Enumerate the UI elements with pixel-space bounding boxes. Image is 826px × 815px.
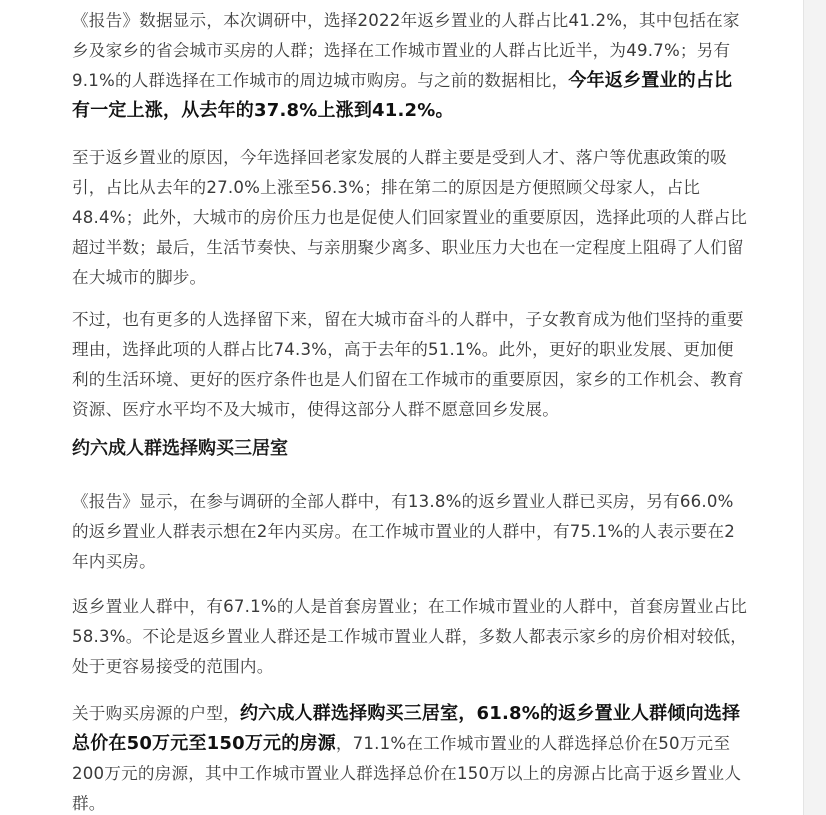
paragraph-stay-reasons: 不过，也有更多的人选择留下来，留在大城市奋斗的人群中，子女教育成为他们坚持的重要理由，选择此项的人群占比74.3%，高于去年的51.1%。此外，更好的职业发展、更加便利的生活环境、更好的医疗条件也是人们留在工作城市的重要原因，家乡的工作机会、教育资源、医疗水平均不及大城市，使得这部分人群不愿意回乡发展。 xyxy=(72,310,744,419)
section-heading: 约六成人群选择购买三居室 xyxy=(72,438,288,459)
paragraph-purchase-timing: 《报告》显示，在参与调研的全部人群中，有13.8%的返乡置业人群已买房，另有66.0%的返乡置业人群表示想在2年内买房。在工作城市置业的人群中，有75.1%的人表示要在2年内买房。 xyxy=(72,492,736,571)
emphasis-text: 今年返乡置业的占比有一定上涨，从去年的37.8%上涨到41.2%。 xyxy=(72,70,733,121)
paragraph-text: 《报告》数据显示，本次调研中，选择2022年返乡置业的人群占比41.2%，其中包括在家乡及家乡的省会城市买房的人群；选择在工作城市置业的人群占比近半，为49.7%；另有9.1%的人群选择在工作城市的周边城市购房。与之前的数据相比， xyxy=(72,11,740,90)
paragraph-house-type xyxy=(72,699,750,815)
paragraph-first-home: 返乡置业人群中，有67.1%的人是首套房置业；在工作城市置业的人群中，首套房置业占比58.3%。不论是返乡置业人群还是工作城市置业人群，多数人都表示家乡的房价相对较低，处于更容易接受的范围内。 xyxy=(72,597,748,676)
vertical-scrollbar[interactable] xyxy=(803,0,826,815)
paragraph-text: ，71.1%在工作城市置业的人群选择总价在50万元至200万元的房源，其中工作城市置业人群选择总价在150万以上的房源占比高于返乡置业人群。 xyxy=(72,734,742,813)
article-body xyxy=(72,0,750,815)
paragraph-text: 关于购买房源的户型， xyxy=(72,704,240,723)
paragraph-return-home-ratio xyxy=(72,6,750,126)
paragraph-return-reasons: 至于返乡置业的原因，今年选择回老家发展的人群主要是受到人才、落户等优惠政策的吸引，占比从去年的27.0%上涨至56.3%；排在第二的原因是方便照顾父母家人，占比48.4%；此外，大城市的房价压力也是促使人们回家置业的重要原因，选择此项的人群占比超过半数；最后，生活节奏快、与亲朋聚少离多、职业压力大也在一定程度上阻碍了人们留在大城市的脚步。 xyxy=(72,148,748,287)
emphasis-text: 约六成人群选择购买三居室，61.8%的返乡置业人群倾向选择总价在50万元至150万元的房源 xyxy=(72,703,741,754)
